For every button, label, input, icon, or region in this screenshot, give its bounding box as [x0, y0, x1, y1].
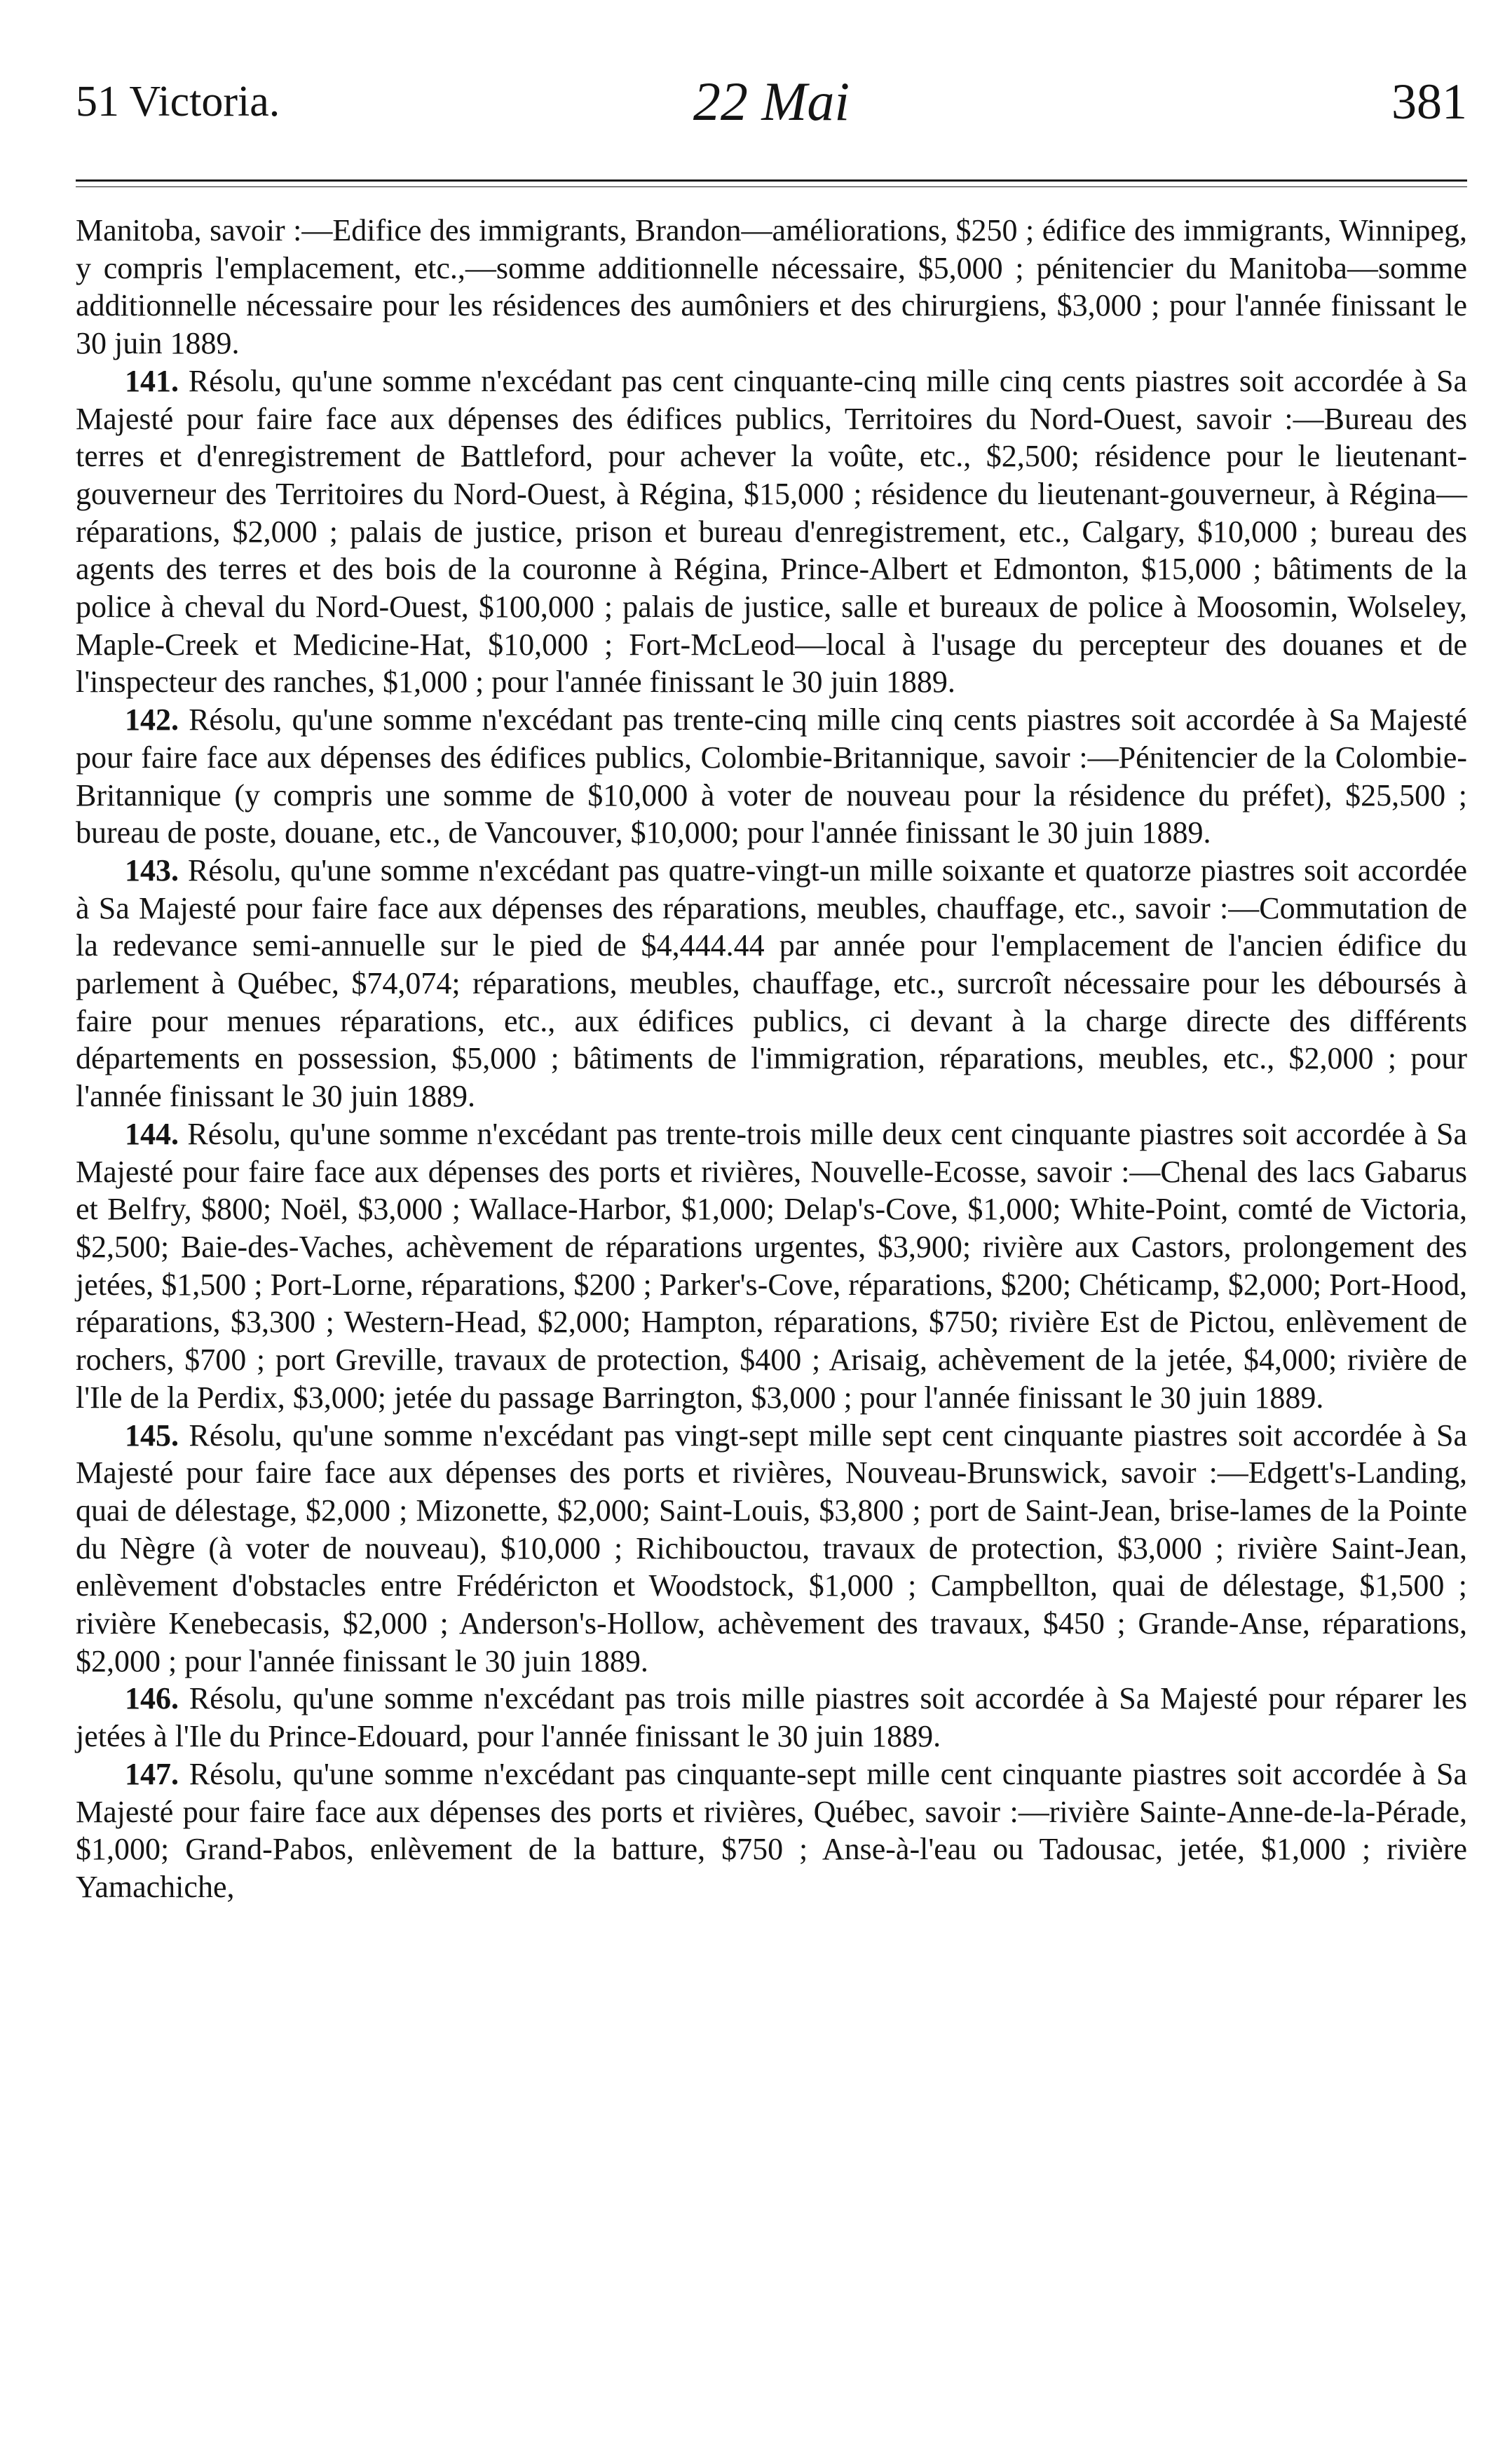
resolution-145	[76, 1417, 1467, 1680]
page-number: 381	[1391, 74, 1467, 130]
resolution-141	[76, 362, 1467, 701]
header-date: 22 Mai	[693, 71, 850, 132]
paragraph-text: Résolu, qu'une somme n'excédant pas trente-trois mille deux cent cinquante piastres soit accordée à Sa Majesté pour faire face aux dépenses des ports et rivières, Nouvelle-Ecosse, savoir :—Chenal des lacs Gabarus et Belfry, $800; Noël, $3,000 ; Wallace-Harbor, $1,000; Delap's-Cove, $1,000; White-Point, comté de Victoria, $2,500; Baie-des-Vaches, achèvement de réparations urgentes, $3,900; rivière aux Castors, prolongement des jetées, $1,500 ; Port-Lorne, réparations, $200 ; Parker's-Cove, réparations, $200; Chéticamp, $2,000; Port-Hood, réparations, $3,300 ; Western-Head, $2,000; Hampton, réparations, $750; rivière Est de Pictou, enlèvement de rochers, $700 ; port Greville, travaux de protection, $400 ; Arisaig, achèvement de la jetée, $4,000; rivière de l'Ile de la Perdix, $3,000; jetée du passage Barrington, $3,000 ; pour l'année finissant le 30 juin 1889.	[76, 1116, 1467, 1415]
header-rule-thick	[76, 179, 1467, 182]
resolution-143	[76, 852, 1467, 1115]
paragraph-text: Résolu, qu'une somme n'excédant pas trois mille piastres soit accordée à Sa Majesté pour réparer les jetées à l'Ile du Prince-Edouard, pour l'année finissant le 30 juin 1889.	[76, 1681, 1467, 1754]
paragraph-text: Résolu, qu'une somme n'excédant pas quatre-vingt-un mille soixante et quatorze piastres soit accordée à Sa Majesté pour faire face aux dépenses des réparations, meubles, chauffage, etc., savoir :—Commutation de la redevance semi-annuelle sur le pied de $4,444.44 par année pour l'emplacement de l'ancien édifice du parlement à Québec, $74,074; réparations, meubles, chauffage, etc., surcroît nécessaire pour les déboursés à faire pour menues réparations, etc., aux édifices publics, ci devant à la charge directe des différents départements en possession, $5,000 ; bâtiments de l'immigration, réparations, meubles, etc., $2,000 ; pour l'année finissant le 30 juin 1889.	[76, 852, 1467, 1114]
resolution-144	[76, 1115, 1467, 1417]
resolution-number: 144.	[125, 1116, 179, 1151]
resolution-147	[76, 1755, 1467, 1906]
paragraph-continuation	[76, 212, 1467, 362]
resolution-number: 146.	[125, 1681, 179, 1716]
paragraph-text: Résolu, qu'une somme n'excédant pas cinquante-sept mille cent cinquante piastres soit accordée à Sa Majesté pour faire face aux dépenses des ports et rivières, Québec, savoir :—rivière Sainte-Anne-de-la-Pérade, $1,000; Grand-Pabos, enlèvement de la batture, $750 ; Anse-à-l'eau ou Tadousac, jetée, $1,000 ; rivière Yamachiche,	[76, 1756, 1467, 1904]
paragraph-text: Résolu, qu'une somme n'excédant pas cent cinquante-cinq mille cinq cents piastres soit accordée à Sa Majesté pour faire face aux dépenses des édifices publics, Territoires du Nord-Ouest, savoir :—Bureau des terres et d'enregistrement de Battleford, pour achever la voûte, etc., $2,500; résidence pour le lieutenant-gouverneur des Territoires du Nord-Ouest, à Régina, $15,000 ; résidence du lieutenant-gouverneur, à Régina—réparations, $2,000 ; palais de justice, prison et bureau d'enregistrement, etc., Calgary, $10,000 ; bureau des agents des terres et des bois de la couronne à Régina, Prince-Albert et Edmonton, $15,000 ; bâtiments de la police à cheval du Nord-Ouest, $100,000 ; palais de justice, salle et bureaux de police à Moosomin, Wolseley, Maple-Creek et Medicine-Hat, $10,000 ; Fort-McLeod—local à l'usage du percepteur des douanes et de l'inspecteur des ranches, $1,000 ; pour l'année finissant le 30 juin 1889.	[76, 363, 1467, 700]
paragraph-text: Résolu, qu'une somme n'excédant pas vingt-sept mille sept cent cinquante piastres soit accordée à Sa Majesté pour faire face aux dépenses des ports et rivières, Nouveau-Brunswick, savoir :—Edgett's-Landing, quai de délestage, $2,000 ; Mizonette, $2,000; Saint-Louis, $3,800 ; port de Saint-Jean, brise-lames de la Pointe du Nègre (à voter de nouveau), $10,000 ; Richibouctou, travaux de protection, $3,000 ; rivière Saint-Jean, enlèvement d'obstacles entre Frédéricton et Woodstock, $1,000 ; Campbellton, quai de délestage, $1,500 ; rivière Kenebecasis, $2,000 ; Anderson's-Hollow, achèvement des travaux, $450 ; Grande-Anse, réparations, $2,000 ; pour l'année finissant le 30 juin 1889.	[76, 1418, 1467, 1678]
resolution-146	[76, 1680, 1467, 1755]
resolution-number: 147.	[125, 1756, 179, 1791]
regnal-year: 51 Victoria.	[76, 78, 280, 125]
resolution-number: 141.	[125, 363, 179, 398]
resolution-number: 142.	[125, 702, 179, 738]
paragraph-text: Manitoba, savoir :—Edifice des immigrants, Brandon—améliorations, $250 ; édifice des immigrants, Winnipeg, y compris l'emplacement, etc.,—somme additionnelle nécessaire, $5,000 ; pénitencier du Manitoba—somme additionnelle nécessaire pour les résidences des aumôniers et des chirurgiens, $3,000 ; pour l'année finissant le 30 juin 1889.	[76, 213, 1467, 361]
resolution-number: 143.	[125, 852, 179, 888]
running-header	[76, 70, 1467, 133]
paragraph-text: Résolu, qu'une somme n'excédant pas trente-cinq mille cinq cents piastres soit accordée à Sa Majesté pour faire face aux dépenses des édifices publics, Colombie-Britannique, savoir :—Pénitencier de la Colombie-Britannique (y compris une somme de $10,000 à voter de nouveau pour la résidence du préfet), $25,500 ; bureau de poste, douane, etc., de Vancouver, $10,000; pour l'année finissant le 30 juin 1889.	[76, 702, 1467, 850]
header-rule-thin	[76, 186, 1467, 187]
page-body	[76, 212, 1467, 1906]
resolution-number: 145.	[125, 1418, 179, 1453]
resolution-142	[76, 701, 1467, 852]
